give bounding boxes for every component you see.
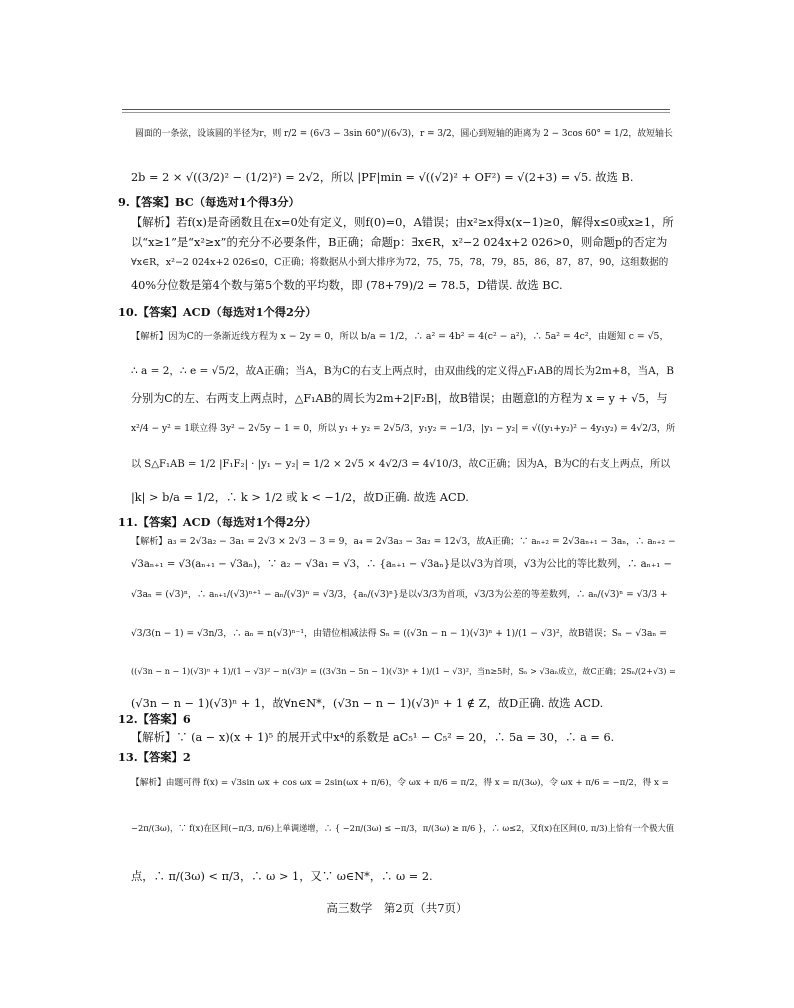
header-rule (122, 109, 670, 110)
text-line: |k| > b/a = 1/2，∴ k > 1/2 或 k < −1/2，故D正确. 故选 ACD. (131, 491, 469, 504)
text-line: 【解析】因为C的一条渐近线方程为 x − 2y = 0，所以 b/a = 1/2，∴ a² = 4b² = 4(c² − a²)，∴ 5a² = 4c²，由题知 c = √5， (131, 331, 669, 342)
text-line: √3aₙ₊₁ = √3(aₙ₊₁ − √3aₙ)，∵ a₂ − √3a₁ = √3，∴ {aₙ₊₁ − √3aₙ}是以√3为首项，√3为公比的等比数列，∴ aₙ₊₁ − (131, 559, 673, 570)
text-line: 圆面的一条弦，设该圆的半径为r，则 r/2 = (6√3 − 3sin 60°)/(6√3)，r = 3/2，圆心到短轴的距离为 2 − 3cos 60° = 1/2，故短轴长 (135, 129, 673, 139)
text-line: 【解析】a₃ = 2√3a₂ − 3a₁ = 2√3 × 2√3 − 3 = 9，a₄ = 2√3a₃ − 3a₂ = 12√3，故A正确；∵ aₙ₊₂ = 2√3aₙ₊₁ − 3aₙ，∴ aₙ₊₂ − (131, 537, 676, 547)
answer-heading-10: 10.【答案】ACD（每选对1个得2分） (118, 305, 317, 319)
text-line: √3aₙ = (√3)ⁿ，∴ aₙ₊₁/(√3)ⁿ⁺¹ − aₙ/(√3)ⁿ = √3/3，{aₙ/(√3)ⁿ}是以√3/3为首项，√3/3为公差的等差数列，∴ aₙ/(√3)ⁿ = √3/3 + (131, 590, 668, 600)
text-line: x²/4 − y² = 1联立得 3y² − 2√5y − 1 = 0，所以 y₁ + y₂ = 2√5/3，y₁y₂ = −1/3，|y₁ − y₂| = √((y₁+y₂)² − 4y₁y₂) = 4√2/3，所 (131, 424, 676, 434)
text-line: 【解析】由题可得 f(x) = √3sin ωx + cos ωx = 2sin(ωx + π/6)，令 ωx + π/6 = π/2，得 x = π/(3ω)，令 ωx + π/6 = −π/2，得 x = (131, 778, 669, 788)
text-line: 以“x≥1”是“x²≥x”的充分不必要条件，B正确；命题p：∃x∈R，x²−2 024x+2 026>0，则命题p的否定为 (131, 236, 668, 249)
answer-heading-9: 9.【答案】BC（每选对1个得3分） (118, 195, 300, 209)
text-line: 以 S△F₁AB = 1/2 |F₁F₂| · |y₁ − y₂| = 1/2 × 2√5 × 4√2/3 = 4√10/3，故C正确；因为A，B为C的右支上两点，所以 (131, 459, 671, 470)
text-line: 2b = 2 × √((3/2)² − (1/2)²) = 2√2，所以 |PF|min = √((√2)² + OF²) = √(2+3) = √5. 故选 B. (131, 171, 634, 184)
answer-heading-13: 13.【答案】2 (118, 750, 191, 764)
answer-heading-11: 11.【答案】ACD（每选对1个得2分） (118, 515, 317, 529)
text-line: (√3n − n − 1)(√3)ⁿ + 1，故∀n∈N*，(√3n − n − 1)(√3)ⁿ + 1 ∉ Z，故D正确. 故选 ACD. (131, 697, 604, 710)
text-line: 40%分位数是第4个数与第5个数的平均数，即 (78+79)/2 = 78.5，D错误. 故选 BC. (131, 279, 563, 292)
text-line: 分别为C的左、右两支上两点时，△F₁AB的周长为2m+2|F₂B|，故B错误；由题意l的方程为 x = y + √5，与 (131, 392, 668, 405)
page-footer: 高三数学 第2页（共7页） (326, 901, 468, 915)
answer-heading-12: 12.【答案】6 (118, 712, 191, 726)
text-line: ∴ a = 2，∴ e = √5/2，故A正确；当A，B为C的右支上两点时，由双曲线的定义得△F₁AB的周长为2m+8，当A，B (131, 365, 674, 377)
text-line: ((√3n − n − 1)(√3)ⁿ + 1)/(1 − √3)² − n(√3)ⁿ = ((3√3n − 5n − 1)(√3)ⁿ + 1)/(1 − √3)²，当n≥5时，Sₙ > √3aₙ成立，故C正确；2Sₙ/(2+√3) = (131, 666, 676, 676)
text-line: ∀x∈R，x²−2 024x+2 026≤0，C正确；将数据从小到大排序为72，75，75，78，79，85，86，87，87，90，这组数据的 (131, 257, 669, 268)
text-line: 【解析】∵ (a − x)(x + 1)⁵ 的展开式中x⁴的系数是 aC₅¹ − C₅² = 20，∴ 5a = 30，∴ a = 6. (131, 731, 615, 744)
text-line: √3/3(n − 1) = √3n/3，∴ aₙ = n(√3)ⁿ⁻¹，由错位相减法得 Sₙ = ((√3n − n − 1)(√3)ⁿ + 1)/(1 − √3)²，故B错误；Sₙ − √3aₙ = (131, 629, 667, 639)
text-line: 【解析】若f(x)是奇函数且在x=0处有定义，则f(0)=0，A错误；由x²≥x得x(x−1)≥0，解得x≤0或x≥1，所 (131, 216, 674, 229)
header-rule-thin (122, 112, 670, 113)
text-line: 点，∴ π/(3ω) < π/3，∴ ω > 1，又∵ ω∈N*，∴ ω = 2. (131, 870, 433, 883)
text-line: −2π/(3ω)，∵ f(x)在区间(−π/3, π/6)上单调递增，∴ { −2π/(3ω) ≤ −π/3，π/(3ω) ≥ π/6 }，∴ ω≤2，又f(x)在区间(0, π/3)上恰有一个极大值 (131, 823, 675, 833)
